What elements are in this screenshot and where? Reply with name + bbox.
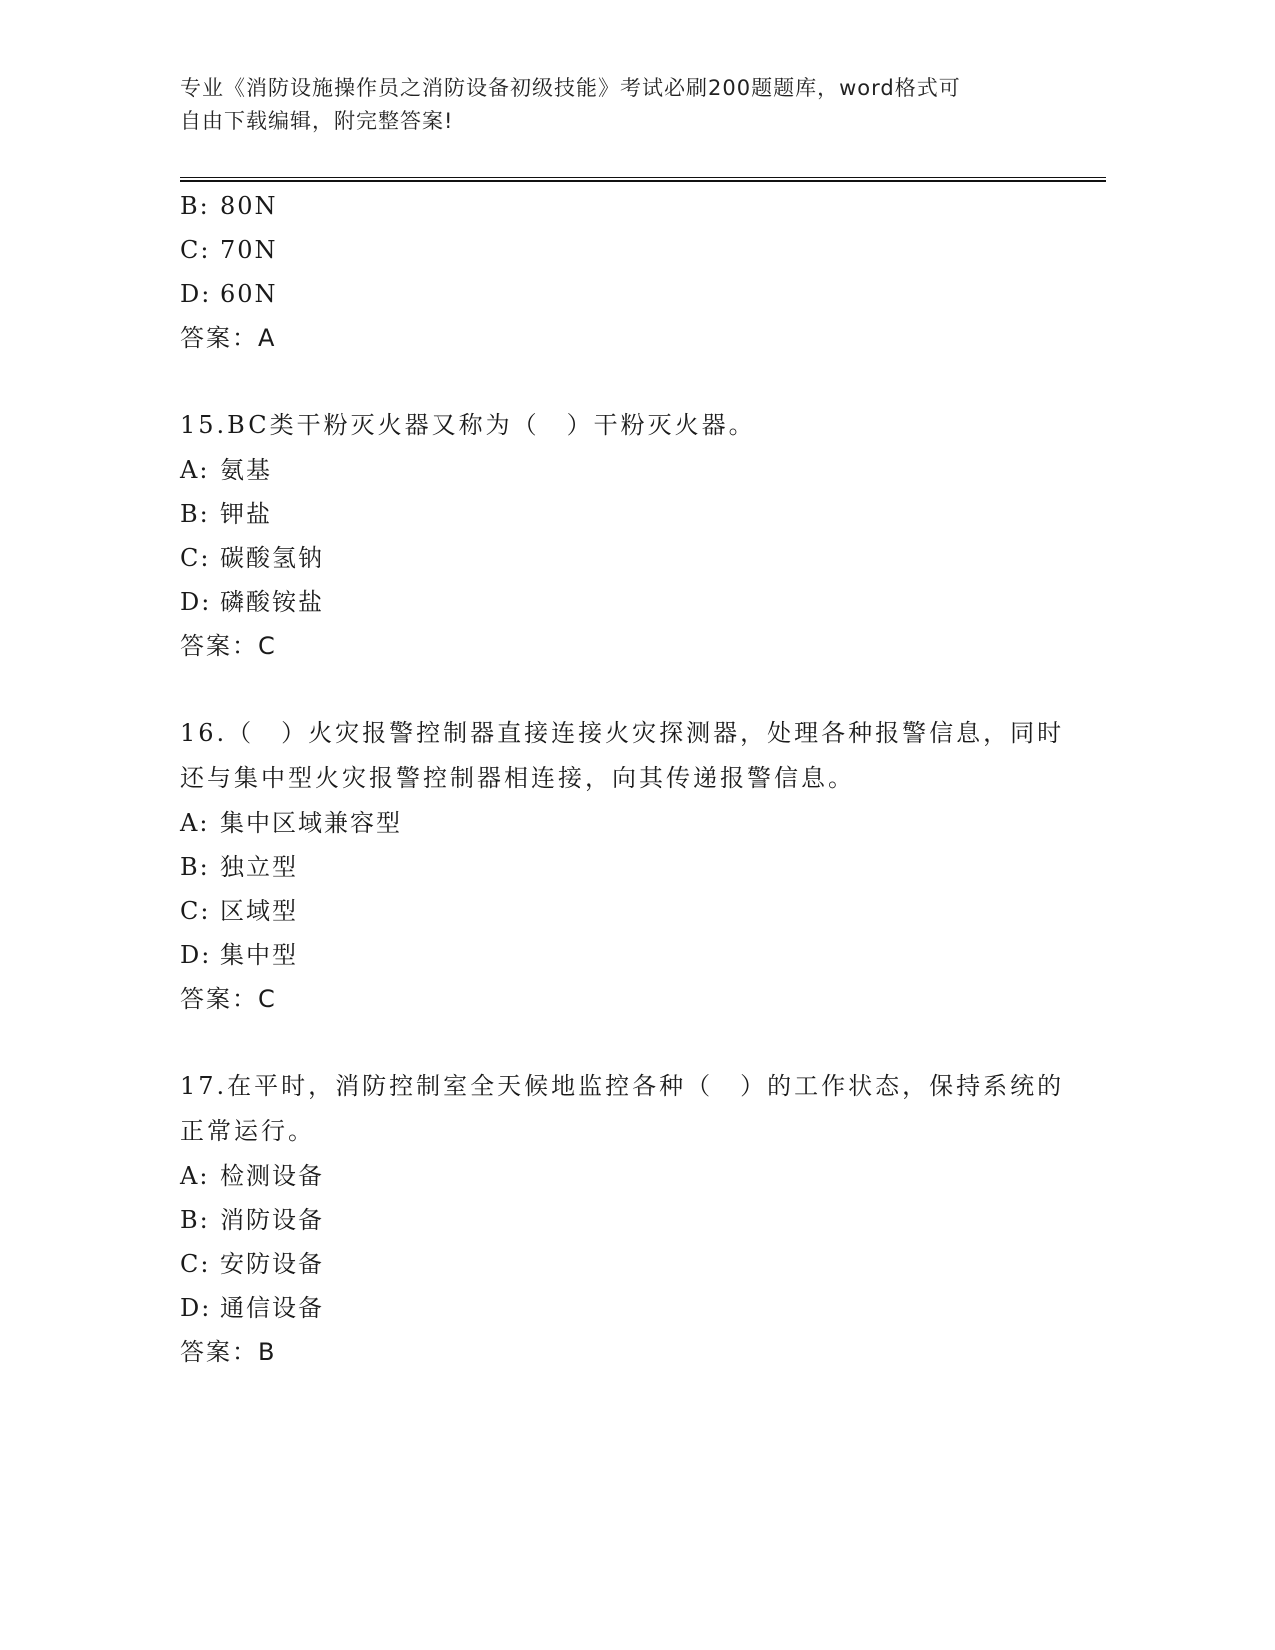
question-stem: 17.在平时，消防控制室全天候地监控各种（ ）的工作状态，保持系统的正常运行。 — [180, 1072, 1065, 1145]
option-text: 消防设备 — [220, 1206, 324, 1234]
question-16 — [180, 711, 1080, 1021]
option-text: 60N — [220, 280, 278, 308]
option-a — [180, 1154, 1080, 1198]
header-line-1: 专业《消防设施操作员之消防设备初级技能》考试必刷200题题库，word格式可 — [180, 76, 961, 100]
question-list — [180, 184, 1080, 1374]
option-c — [180, 1242, 1080, 1286]
option-b — [180, 492, 1080, 536]
option-text: 检测设备 — [220, 1162, 324, 1190]
option-d — [180, 580, 1080, 624]
answer-line: 答案：C — [180, 985, 277, 1013]
option-text: 碳酸氢钠 — [220, 544, 324, 572]
option-text: 区域型 — [220, 897, 298, 925]
header-line-2: 自由下载编辑，附完整答案! — [180, 109, 454, 133]
option-key: B: — [180, 500, 210, 528]
option-a — [180, 801, 1080, 845]
option-b — [180, 845, 1080, 889]
option-b — [180, 184, 1080, 228]
header-divider — [180, 177, 1106, 182]
option-key: C: — [180, 1250, 211, 1278]
option-text: 集中区域兼容型 — [220, 809, 402, 837]
option-text: 独立型 — [220, 853, 298, 881]
answer-line: 答案：B — [180, 1338, 277, 1366]
option-text: 磷酸铵盐 — [220, 588, 324, 616]
option-key: D: — [180, 941, 212, 969]
option-key: D: — [180, 588, 212, 616]
option-text: 70N — [220, 236, 278, 264]
option-key: B: — [180, 853, 210, 881]
option-text: 安防设备 — [220, 1250, 324, 1278]
question-17 — [180, 1064, 1080, 1374]
option-c — [180, 536, 1080, 580]
option-text: 集中型 — [220, 941, 298, 969]
option-text: 80N — [220, 192, 278, 220]
question-stem: 15.BC类干粉灭火器又称为（ ）干粉灭火器。 — [180, 411, 756, 439]
question-partial — [180, 184, 1080, 360]
option-text: 氨基 — [220, 456, 272, 484]
option-d — [180, 1286, 1080, 1330]
option-d — [180, 933, 1080, 977]
option-key: C: — [180, 897, 211, 925]
option-text: 钾盐 — [220, 500, 272, 528]
option-key: B: — [180, 1206, 210, 1234]
document-header — [180, 72, 1060, 138]
option-b — [180, 1198, 1080, 1242]
option-key: B: — [180, 192, 210, 220]
option-d — [180, 272, 1080, 316]
option-key: C: — [180, 236, 211, 264]
option-key: D: — [180, 1294, 212, 1322]
answer-line: 答案：A — [180, 324, 277, 352]
option-text: 通信设备 — [220, 1294, 324, 1322]
option-key: D: — [180, 280, 212, 308]
option-c — [180, 889, 1080, 933]
option-key: C: — [180, 544, 211, 572]
option-key: A: — [180, 456, 210, 484]
option-key: A: — [180, 1162, 210, 1190]
option-a — [180, 448, 1080, 492]
answer-line: 答案：C — [180, 632, 277, 660]
question-stem: 16.（ ）火灾报警控制器直接连接火灾探测器，处理各种报警信息，同时还与集中型火灾报警控制器相连接，向其传递报警信息。 — [180, 719, 1065, 792]
option-c — [180, 228, 1080, 272]
option-key: A: — [180, 809, 210, 837]
question-15 — [180, 403, 1080, 668]
